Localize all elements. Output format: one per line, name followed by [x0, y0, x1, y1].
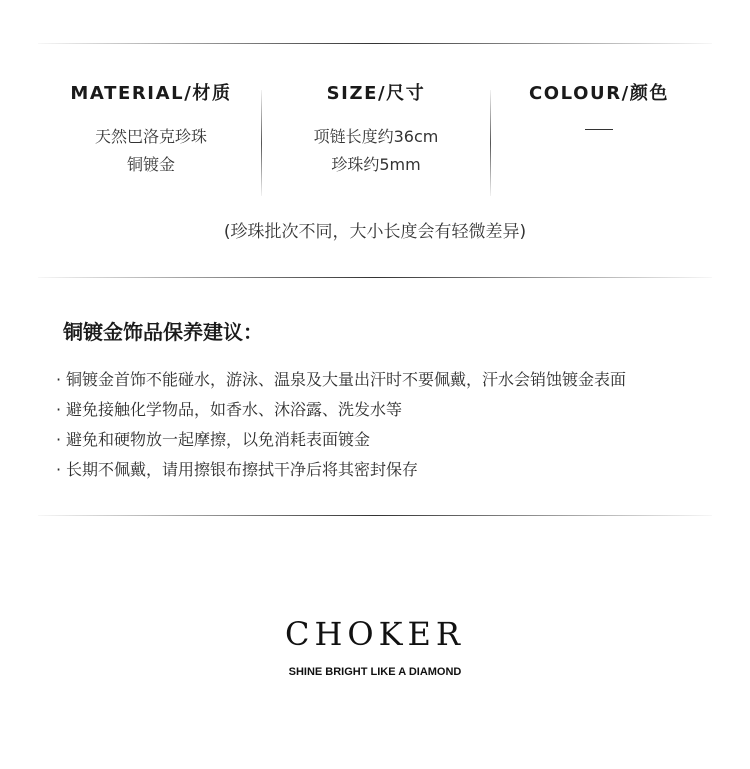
care-item — [56, 455, 716, 485]
care-item-text: 避免接触化学物品，如香水、沐浴露、洗发水等 — [66, 400, 403, 419]
bullet-dot: · — [56, 460, 62, 479]
care-item-text: 长期不佩戴，请用擦银布擦拭干净后将其密封保存 — [66, 460, 419, 479]
middle-divider — [38, 277, 712, 278]
size-column — [262, 82, 490, 179]
size-line: 珍珠约5mm — [331, 155, 421, 174]
brand-logo: CHOKER — [285, 615, 465, 653]
material-column — [40, 82, 262, 179]
care-heading: 铜镀金饰品保养建议： — [63, 320, 263, 344]
material-line: 铜镀金 — [126, 155, 175, 174]
colour-column — [490, 82, 708, 130]
bottom-divider — [38, 515, 712, 516]
bullet-dot: · — [56, 370, 62, 389]
size-line: 项链长度约36cm — [313, 127, 439, 146]
material-line: 天然巴洛克珍珠 — [94, 127, 207, 146]
care-item — [56, 365, 716, 395]
bullet-dot: · — [56, 400, 62, 419]
care-item-text: 避免和硬物放一起摩擦，以免消耗表面镀金 — [66, 430, 371, 449]
care-item — [56, 425, 716, 455]
care-item-text: 铜镀金首饰不能碰水，游泳、温泉及大量出汗时不要佩戴，汗水会销蚀镀金表面 — [66, 370, 627, 389]
variation-note: (珍珠批次不同，大小长度会有轻微差异) — [223, 222, 527, 242]
care-item — [56, 395, 716, 425]
material-title: MATERIAL/材质 — [70, 83, 232, 104]
care-list — [56, 365, 716, 485]
size-title: SIZE/尺寸 — [326, 83, 426, 104]
colour-title: COLOUR/颜色 — [528, 83, 670, 104]
bullet-dot: · — [56, 430, 62, 449]
brand-tagline: SHINE BRIGHT LIKE A DIAMOND — [288, 666, 462, 678]
top-divider — [38, 43, 712, 44]
colour-value-dash — [585, 129, 613, 130]
